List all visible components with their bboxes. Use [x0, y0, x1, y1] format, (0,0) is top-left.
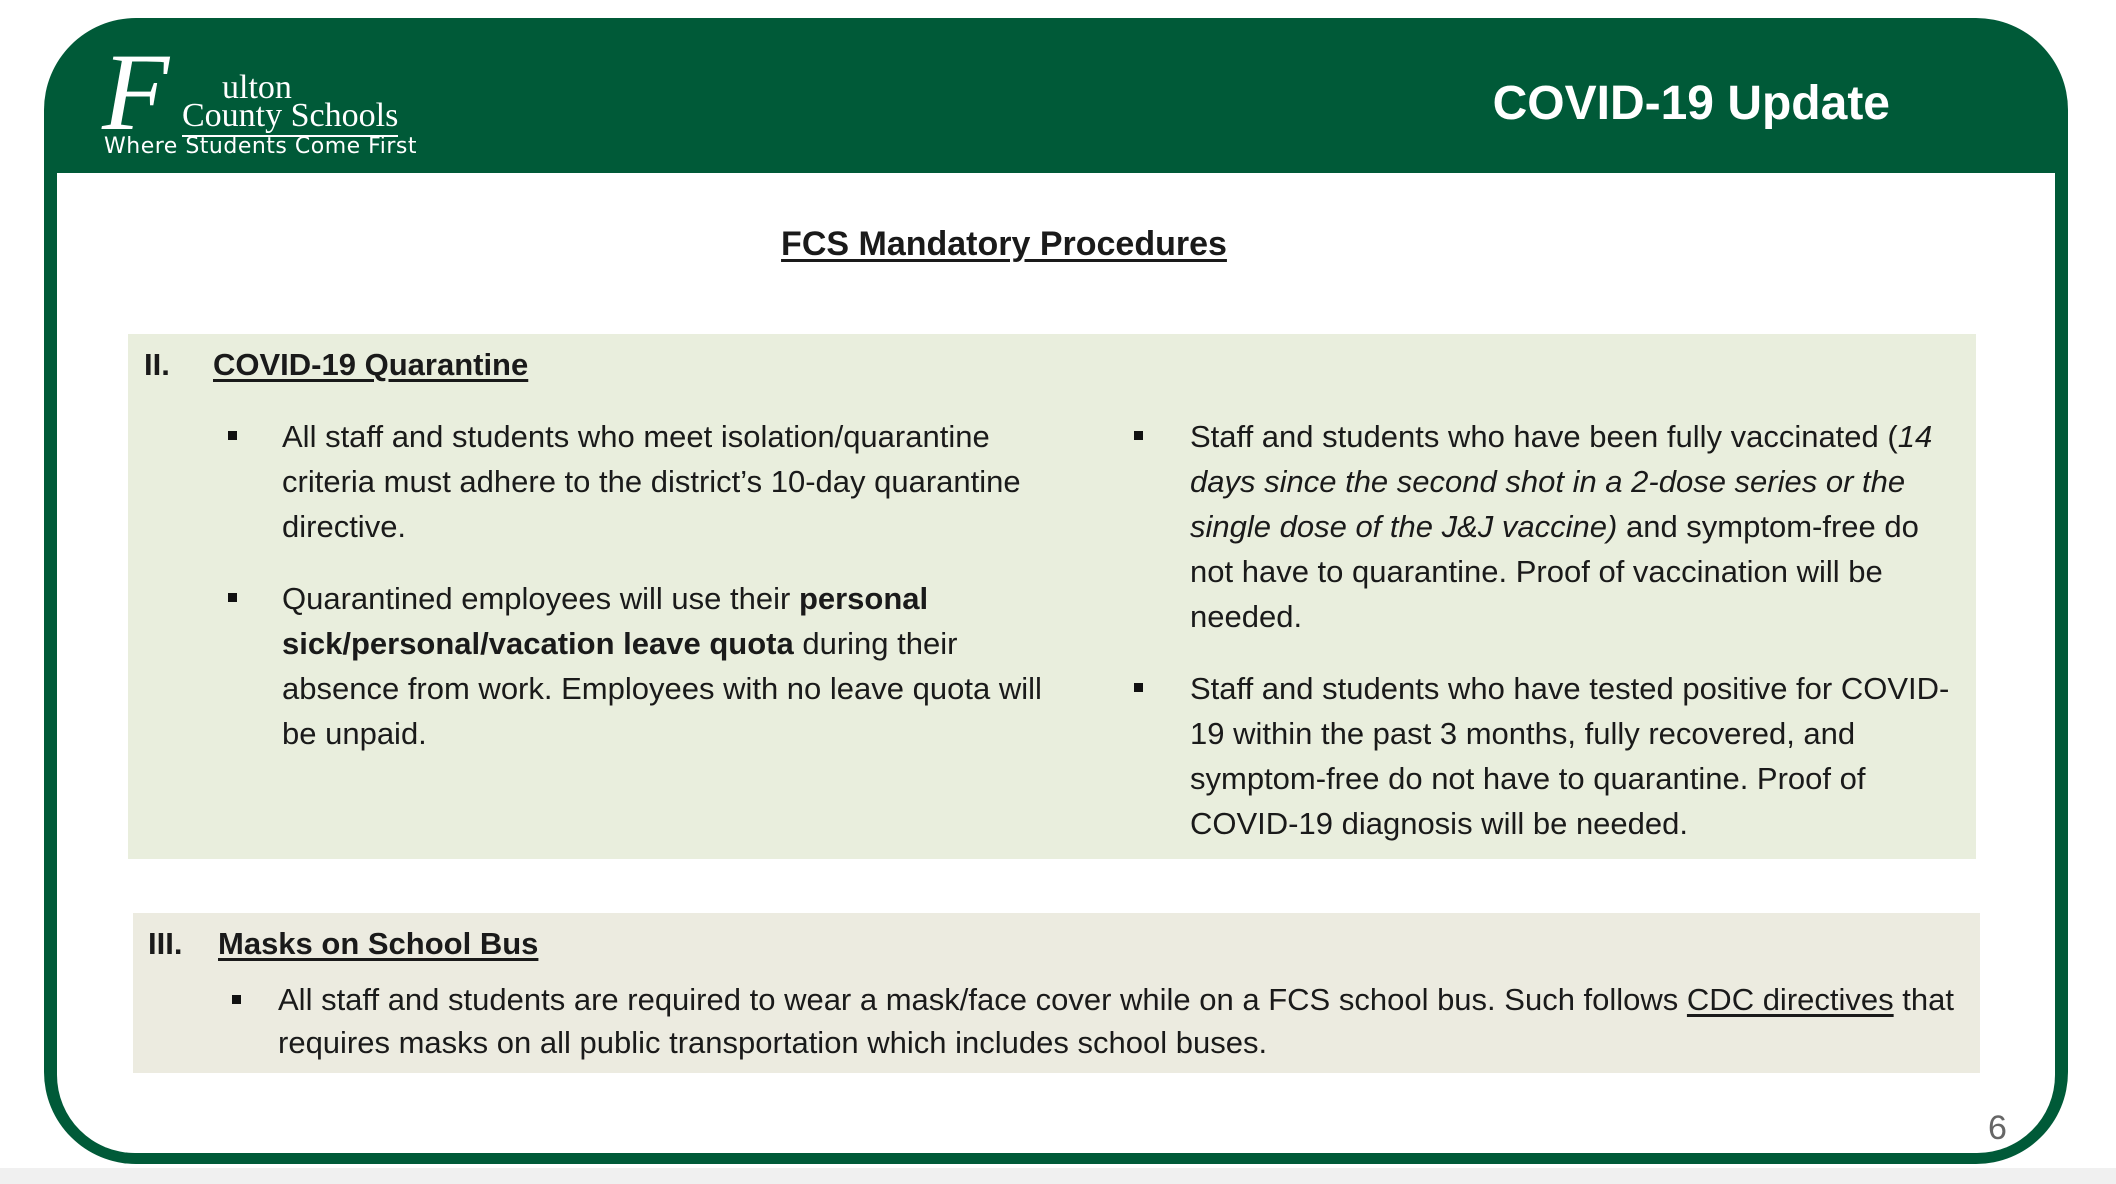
- bullet-square-icon: [1134, 431, 1143, 440]
- logo-initial: F: [102, 31, 170, 153]
- bullet-square-icon: [228, 431, 237, 440]
- list-item: [282, 576, 1052, 756]
- school-bus-list: [278, 978, 1978, 1064]
- bullet-text-part: and symptom-free do not have to quarantine. Proof of vaccination will be needed.: [1190, 509, 1919, 634]
- bullet-text-part: Staff and students who have been fully vaccinated (: [1190, 419, 1898, 454]
- bullet-square-icon: [232, 995, 241, 1004]
- bullet-square-icon: [1134, 683, 1143, 692]
- bullet-text: [278, 978, 1978, 1064]
- cdc-directives-link[interactable]: CDC directives: [1686, 982, 1894, 1017]
- bullet-text-part: All staff and students are required to wear a mask/face cover while on a FCS school bus. Such follows: [278, 982, 1687, 1017]
- bullet-text: Staff and students who have tested positive for COVID-19 within the past 3 months, fully recovered, and symptom-free do not have to quarantine. Proof of COVID-19 diagnosis will be needed.: [1190, 671, 1950, 841]
- quarantine-left-list: [282, 414, 1052, 756]
- bullet-text: [282, 576, 1052, 756]
- bullet-text: [1190, 414, 1950, 639]
- bullet-text-italic: 14 days since the second shot in a 2-dose series or the single dose of the J&J vaccine): [1190, 419, 1933, 544]
- list-item: [1190, 666, 1950, 846]
- logo-line-1: ulton: [222, 69, 292, 106]
- list-item: [278, 978, 1978, 1064]
- section-title-quarantine: COVID-19 Quarantine: [213, 347, 529, 382]
- section-title-school-bus: Masks on School Bus: [218, 926, 539, 961]
- bullet-text-part: that requires masks on all public transportation which includes school buses.: [278, 982, 1954, 1060]
- section-number-school-bus: III.: [148, 926, 183, 961]
- page-number: 6: [1988, 1109, 2007, 1147]
- fulton-county-schools-logo: [102, 31, 422, 160]
- page-title: FCS Mandatory Procedures: [781, 225, 1227, 263]
- list-item: [282, 414, 1052, 549]
- logo-tagline: Where Students Come First: [104, 134, 417, 159]
- section-number-quarantine: II.: [144, 347, 170, 382]
- quarantine-right-list: [1190, 414, 1950, 846]
- bullet-text-part: Quarantined employees will use their: [282, 581, 799, 616]
- bullet-square-icon: [228, 593, 237, 602]
- bullet-text-part: during their absence from work. Employees with no leave quota will be unpaid.: [282, 626, 1042, 751]
- list-item: [1190, 414, 1950, 639]
- logo-line-2: County Schools: [182, 98, 398, 137]
- bullet-text: All staff and students who meet isolation/quarantine criteria must adhere to the district’s 10-day quarantine directive.: [282, 419, 1021, 544]
- bullet-text-bold: personal sick/personal/vacation leave quota: [282, 581, 929, 661]
- header-title: COVID-19 Update: [1492, 77, 1890, 130]
- slide-bottom-shadow: [0, 1168, 2116, 1184]
